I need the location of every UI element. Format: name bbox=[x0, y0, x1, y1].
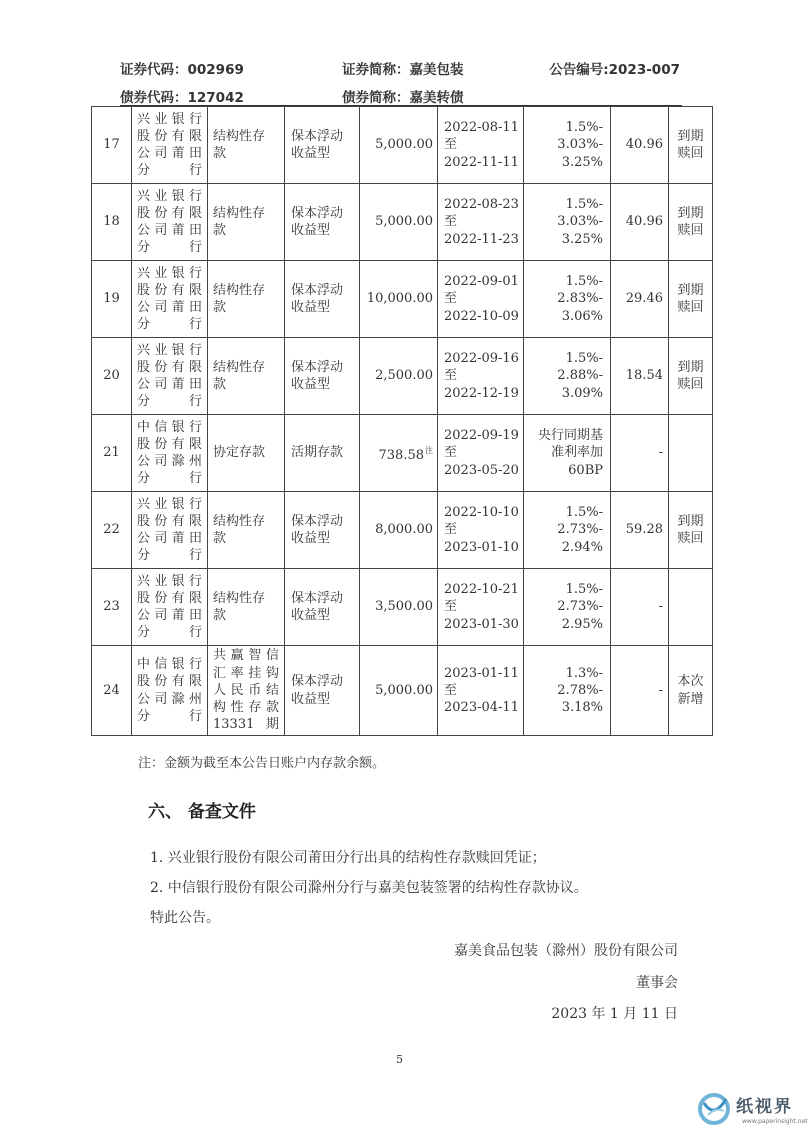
income-cell: - bbox=[611, 569, 669, 646]
cell-line: 2.95% bbox=[561, 616, 603, 632]
cell-line: 2022-10-21 bbox=[444, 582, 519, 598]
period-cell bbox=[438, 107, 524, 184]
rate-cell bbox=[524, 261, 611, 338]
table-row bbox=[92, 261, 713, 338]
rate-cell bbox=[524, 492, 611, 569]
cell-line: 股份有限 bbox=[137, 674, 202, 690]
cell-line: 结构性存 bbox=[213, 590, 266, 606]
cell-line: 收益型 bbox=[291, 377, 331, 392]
cell-line: 公司莆田 bbox=[137, 146, 202, 161]
table-row bbox=[92, 415, 713, 492]
return-type-cell bbox=[285, 107, 360, 184]
table-row bbox=[92, 338, 713, 415]
cell-line: 至 bbox=[444, 291, 458, 307]
cell-line: 保本浮动 bbox=[291, 674, 344, 690]
amount-value: 3,500.00 bbox=[375, 599, 433, 615]
cell-line: 1.3%- bbox=[565, 665, 603, 681]
reference-item-2: 2. 中信银行股份有限公司滁州分行与嘉美包装签署的结构性存款协议。 bbox=[150, 880, 588, 896]
status-cell bbox=[669, 415, 713, 492]
table-footnote: 注：金额为截至本公告日账户内存款余额。 bbox=[138, 756, 386, 771]
status-cell bbox=[669, 646, 713, 736]
period-cell bbox=[438, 338, 524, 415]
notice-number: 公告编号:2023-007 bbox=[549, 62, 680, 78]
row-number-cell: 18 bbox=[92, 184, 132, 261]
cell-line: 股份有限 bbox=[137, 205, 202, 221]
cell-line: 结构性存 bbox=[213, 128, 266, 144]
cell-line: 至 bbox=[444, 368, 458, 384]
cell-line: 款 bbox=[213, 608, 227, 623]
cell-line: 2.88%- bbox=[557, 368, 603, 384]
cell-line: 2023-01-10 bbox=[444, 539, 519, 555]
watermark-url: www.paperinsight.net bbox=[742, 1118, 808, 1125]
cell-line: 收益型 bbox=[291, 691, 331, 707]
cell-line: 2022-09-16 bbox=[444, 351, 519, 367]
bank-cell bbox=[132, 107, 208, 184]
cell-line: 1.5%- bbox=[565, 197, 603, 213]
table-row bbox=[92, 646, 713, 736]
cell-line: 构性存款 bbox=[213, 700, 279, 716]
return-type-cell bbox=[285, 261, 360, 338]
table-row bbox=[92, 107, 713, 184]
rate-cell bbox=[524, 569, 611, 646]
cell-line: 1.5%- bbox=[565, 582, 603, 598]
rate-cell bbox=[524, 646, 611, 736]
return-type-cell bbox=[285, 415, 360, 492]
cell-line: 2022-08-11 bbox=[444, 120, 519, 136]
signature-date: 2023 年 1 月 11 日 bbox=[551, 1006, 678, 1022]
cell-line: 赎回 bbox=[677, 300, 704, 315]
amount-value: 2,500.00 bbox=[375, 368, 433, 384]
row-number-cell: 19 bbox=[92, 261, 132, 338]
cell-line: 分行 bbox=[137, 394, 202, 410]
page-number: 5 bbox=[396, 1053, 403, 1066]
cell-line: 分行 bbox=[137, 163, 202, 179]
status-cell bbox=[669, 492, 713, 569]
cell-line: 3.03%- bbox=[557, 214, 603, 230]
product-type-cell bbox=[208, 261, 285, 338]
cell-line: 央行同期基 bbox=[537, 428, 603, 444]
status-cell bbox=[669, 261, 713, 338]
row-number-cell: 22 bbox=[92, 492, 132, 569]
bank-cell bbox=[132, 415, 208, 492]
cell-line: 款 bbox=[213, 531, 227, 546]
bank-cell bbox=[132, 569, 208, 646]
cell-line: 公司莆田 bbox=[137, 377, 202, 392]
row-number-cell: 20 bbox=[92, 338, 132, 415]
cell-line: 公司滁州 bbox=[137, 454, 202, 469]
cell-line: 公司莆田 bbox=[137, 300, 202, 315]
period-cell bbox=[438, 569, 524, 646]
cell-line: 至 bbox=[444, 214, 458, 230]
cell-line: 保本浮动 bbox=[291, 282, 344, 298]
cell-line: 至 bbox=[444, 522, 458, 538]
amount-cell bbox=[360, 107, 438, 184]
cell-line: 至 bbox=[444, 445, 458, 461]
stock-code: 证券代码：002969 bbox=[120, 62, 244, 78]
product-type-cell bbox=[208, 415, 285, 492]
cell-line: 3.25% bbox=[561, 231, 603, 247]
cell-line: 2023-05-20 bbox=[444, 462, 519, 478]
cell-line: 股份有限 bbox=[137, 436, 202, 452]
rate-cell bbox=[524, 338, 611, 415]
status-cell bbox=[669, 338, 713, 415]
cell-line: 至 bbox=[444, 137, 458, 153]
period-cell bbox=[438, 261, 524, 338]
cell-line: 2.78%- bbox=[557, 682, 603, 698]
cell-line: 2.83%- bbox=[557, 291, 603, 307]
cell-line: 到期 bbox=[677, 513, 704, 529]
income-cell: 18.54 bbox=[611, 338, 669, 415]
amount-cell bbox=[360, 338, 438, 415]
amount-value: 5,000.00 bbox=[375, 137, 433, 153]
cell-line: 2023-01-11 bbox=[444, 665, 519, 681]
cell-line: 款 bbox=[213, 300, 227, 315]
row-number-cell: 24 bbox=[92, 646, 132, 736]
cell-line: 结构性存 bbox=[213, 205, 266, 221]
rate-cell bbox=[524, 415, 611, 492]
cell-line: 兴业银行 bbox=[137, 496, 202, 512]
table-row bbox=[92, 569, 713, 646]
cell-line: 保本浮动 bbox=[291, 359, 344, 375]
return-type-cell bbox=[285, 646, 360, 736]
signature-company: 嘉美食品包装（滁州）股份有限公司 bbox=[454, 943, 678, 959]
cell-line: 兴业银行 bbox=[137, 188, 202, 204]
cell-line: 收益型 bbox=[291, 223, 331, 238]
cell-line: 2022-11-23 bbox=[444, 231, 519, 247]
cell-line: 收益型 bbox=[291, 608, 331, 623]
cell-line: 协定存款 bbox=[213, 445, 266, 461]
cell-line: 2.73%- bbox=[557, 522, 603, 538]
amount-cell bbox=[360, 415, 438, 492]
period-cell bbox=[438, 184, 524, 261]
cell-line: 13331期 bbox=[213, 717, 279, 733]
cell-line: 分行 bbox=[137, 548, 202, 564]
return-type-cell bbox=[285, 338, 360, 415]
period-cell bbox=[438, 415, 524, 492]
cell-line: 保本浮动 bbox=[291, 205, 344, 221]
cell-line: 兴业银行 bbox=[137, 111, 202, 127]
cell-line: 1.5%- bbox=[565, 351, 603, 367]
amount-value: 5,000.00 bbox=[375, 682, 433, 698]
rate-cell bbox=[524, 184, 611, 261]
amount-value: 5,000.00 bbox=[375, 214, 433, 230]
cell-line: 兴业银行 bbox=[137, 342, 202, 358]
amount-footnote-mark: 注 bbox=[425, 445, 433, 455]
product-type-cell bbox=[208, 492, 285, 569]
cell-line: 2.94% bbox=[561, 539, 603, 555]
cell-line: 3.25% bbox=[561, 154, 603, 170]
closing-text: 特此公告。 bbox=[150, 910, 220, 926]
section-title: 六、 备查文件 bbox=[148, 802, 256, 822]
cell-line: 1.5%- bbox=[565, 505, 603, 521]
cell-line: 结构性存 bbox=[213, 359, 266, 375]
cell-line: 赎回 bbox=[677, 377, 704, 392]
bank-cell bbox=[132, 492, 208, 569]
bank-cell bbox=[132, 338, 208, 415]
bank-cell bbox=[132, 261, 208, 338]
cell-line: 本次 bbox=[677, 674, 704, 690]
table-row bbox=[92, 492, 713, 569]
income-cell: - bbox=[611, 415, 669, 492]
cell-line: 2022-08-23 bbox=[444, 197, 519, 213]
cell-line: 准利率加 bbox=[550, 445, 603, 461]
cell-line: 到期 bbox=[677, 359, 704, 375]
cell-line: 2022-12-19 bbox=[444, 385, 519, 401]
cell-line: 2023-04-11 bbox=[444, 700, 519, 716]
cell-line: 公司莆田 bbox=[137, 223, 202, 238]
cell-line: 到期 bbox=[677, 282, 704, 298]
cell-line: 结构性存 bbox=[213, 513, 266, 529]
cell-line: 中信银行 bbox=[137, 419, 202, 435]
product-type-cell bbox=[208, 107, 285, 184]
return-type-cell bbox=[285, 492, 360, 569]
cell-line: 收益型 bbox=[291, 146, 331, 161]
signature-board: 董事会 bbox=[636, 975, 678, 991]
cell-line: 2022-10-09 bbox=[444, 308, 519, 324]
income-cell: - bbox=[611, 646, 669, 736]
cell-line: 3.09% bbox=[561, 385, 603, 401]
cell-line: 2.73%- bbox=[557, 599, 603, 615]
cell-line: 款 bbox=[213, 377, 227, 392]
cell-line: 2022-09-19 bbox=[444, 428, 519, 444]
stock-abbreviation: 证券简称：嘉美包装 bbox=[342, 62, 464, 78]
cell-line: 共赢智信 bbox=[213, 648, 279, 664]
amount-cell bbox=[360, 492, 438, 569]
cell-line: 股份有限 bbox=[137, 282, 202, 298]
cell-line: 2022-11-11 bbox=[444, 154, 519, 170]
cell-line: 分行 bbox=[137, 317, 202, 333]
amount-cell bbox=[360, 261, 438, 338]
cell-line: 结构性存 bbox=[213, 282, 266, 298]
amount-cell bbox=[360, 184, 438, 261]
period-cell bbox=[438, 646, 524, 736]
cell-line: 3.18% bbox=[561, 700, 603, 716]
period-cell bbox=[438, 492, 524, 569]
product-type-cell bbox=[208, 184, 285, 261]
product-type-cell bbox=[208, 569, 285, 646]
cell-line: 款 bbox=[213, 146, 227, 161]
return-type-cell bbox=[285, 569, 360, 646]
income-cell: 40.96 bbox=[611, 184, 669, 261]
cell-line: 兴业银行 bbox=[137, 265, 202, 281]
watermark-text: 纸视界 bbox=[736, 1097, 793, 1117]
income-cell: 40.96 bbox=[611, 107, 669, 184]
product-type-cell bbox=[208, 338, 285, 415]
status-cell bbox=[669, 107, 713, 184]
cell-line: 赎回 bbox=[677, 531, 704, 546]
status-cell bbox=[669, 569, 713, 646]
amount-value: 10,000.00 bbox=[366, 291, 433, 307]
cell-line: 保本浮动 bbox=[291, 513, 344, 529]
amount-value: 8,000.00 bbox=[375, 522, 433, 538]
cell-line: 保本浮动 bbox=[291, 590, 344, 606]
cell-line: 人民币结 bbox=[213, 682, 279, 698]
cell-line: 分行 bbox=[137, 708, 202, 724]
income-cell: 29.46 bbox=[611, 261, 669, 338]
row-number-cell: 23 bbox=[92, 569, 132, 646]
cell-line: 款 bbox=[213, 223, 227, 238]
cell-line: 3.03%- bbox=[557, 137, 603, 153]
cell-line: 至 bbox=[444, 599, 458, 615]
bond-code: 债券代码：127042 bbox=[120, 90, 244, 106]
cell-line: 2022-10-10 bbox=[444, 505, 519, 521]
cell-line: 公司莆田 bbox=[137, 531, 202, 546]
reference-item-1: 1. 兴业银行股份有限公司莆田分行出具的结构性存款赎回凭证； bbox=[150, 850, 546, 866]
cell-line: 新增 bbox=[677, 691, 704, 707]
cell-line: 收益型 bbox=[291, 531, 331, 546]
cell-line: 汇率挂钩 bbox=[213, 665, 279, 681]
cell-line: 股份有限 bbox=[137, 513, 202, 529]
cell-line: 股份有限 bbox=[137, 128, 202, 144]
cell-line: 至 bbox=[444, 682, 458, 698]
cell-line: 收益型 bbox=[291, 300, 331, 315]
cell-line: 1.5%- bbox=[565, 274, 603, 290]
cell-line: 赎回 bbox=[677, 223, 704, 238]
amount-cell bbox=[360, 646, 438, 736]
cell-line: 活期存款 bbox=[291, 445, 344, 461]
cell-line: 到期 bbox=[677, 128, 704, 144]
amount-cell bbox=[360, 569, 438, 646]
table-row bbox=[92, 184, 713, 261]
cell-line: 公司莆田 bbox=[137, 608, 202, 623]
cell-line: 3.06% bbox=[561, 308, 603, 324]
cell-line: 赎回 bbox=[677, 146, 704, 161]
product-type-cell bbox=[208, 646, 285, 736]
cell-line: 到期 bbox=[677, 205, 704, 221]
bank-cell bbox=[132, 184, 208, 261]
cell-line: 1.5%- bbox=[565, 120, 603, 136]
cell-line: 公司滁州 bbox=[137, 691, 202, 707]
status-cell bbox=[669, 184, 713, 261]
income-cell: 59.28 bbox=[611, 492, 669, 569]
row-number-cell: 21 bbox=[92, 415, 132, 492]
cell-line: 分行 bbox=[137, 625, 202, 641]
cell-line: 分行 bbox=[137, 471, 202, 487]
cell-line: 60BP bbox=[568, 462, 603, 478]
cell-line: 2022-09-01 bbox=[444, 274, 519, 290]
cell-line: 中信银行 bbox=[137, 657, 202, 673]
cell-line: 保本浮动 bbox=[291, 128, 344, 144]
cell-line: 2023-01-30 bbox=[444, 616, 519, 632]
row-number-cell: 17 bbox=[92, 107, 132, 184]
cell-line: 股份有限 bbox=[137, 590, 202, 606]
rate-cell bbox=[524, 107, 611, 184]
deposit-table bbox=[91, 106, 713, 736]
cell-line: 分行 bbox=[137, 240, 202, 256]
bank-cell bbox=[132, 646, 208, 736]
cell-line: 股份有限 bbox=[137, 359, 202, 375]
cell-line: 兴业银行 bbox=[137, 573, 202, 589]
return-type-cell bbox=[285, 184, 360, 261]
bond-abbreviation: 债券简称：嘉美转债 bbox=[342, 90, 464, 106]
amount-value: 738.58 bbox=[378, 447, 424, 463]
